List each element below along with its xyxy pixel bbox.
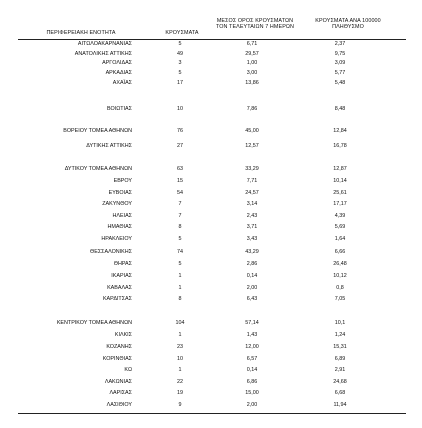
table-row xyxy=(0,223,422,231)
cell-7day-average: 0,14 xyxy=(246,367,258,373)
cell-cases: 17 xyxy=(177,80,183,86)
cell-region: ΚΩ xyxy=(124,367,132,373)
cell-cases-per-100k: 10,1 xyxy=(334,320,346,326)
cell-cases-per-100k: 1,24 xyxy=(334,332,346,338)
cell-cases-per-100k: 16,78 xyxy=(333,143,347,149)
cell-7day-average: 3,71 xyxy=(246,224,258,230)
cell-7day-average: 1,00 xyxy=(246,60,258,66)
cell-region: ΛΑΚΩΝΙΑΣ xyxy=(104,379,132,385)
cell-cases: 3 xyxy=(178,60,182,66)
cell-7day-average: 15,00 xyxy=(245,390,259,396)
cell-cases-per-100k: 5,48 xyxy=(334,80,346,86)
table-row xyxy=(0,40,422,48)
cell-region: ΚΕΝΤΡΙΚΟΥ ΤΟΜΕΑ ΑΘΗΝΩΝ xyxy=(56,320,132,326)
cell-region: ΑΧΑΪΑΣ xyxy=(112,80,132,86)
cell-cases-per-100k: 6,66 xyxy=(334,249,346,255)
table-row xyxy=(0,401,422,409)
cell-cases-per-100k: 1,64 xyxy=(334,236,346,242)
table-row xyxy=(0,319,422,327)
cell-region: ΚΑΒΑΛΑΣ xyxy=(107,285,132,291)
table-row xyxy=(0,284,422,292)
cell-cases: 1 xyxy=(178,367,182,373)
cell-region: ΗΡΑΚΛΕΙΟΥ xyxy=(101,236,132,242)
table-row xyxy=(0,331,422,339)
cell-cases: 10 xyxy=(177,106,183,112)
cell-cases: 1 xyxy=(178,285,182,291)
cell-cases-per-100k: 2,91 xyxy=(334,367,346,373)
cell-cases: 54 xyxy=(177,190,183,196)
cell-cases-per-100k: 9,75 xyxy=(334,51,346,57)
cell-cases-per-100k: 17,17 xyxy=(333,201,347,207)
cell-region: ΛΑΣΙΘΙΟΥ xyxy=(106,402,132,408)
table-row xyxy=(0,59,422,67)
cell-7day-average: 0,14 xyxy=(246,273,258,279)
cell-7day-average: 7,86 xyxy=(246,106,258,112)
cell-cases-per-100k: 2,37 xyxy=(334,41,346,47)
cell-region: ΚΑΡΔΙΤΣΑΣ xyxy=(102,296,132,302)
cell-cases-per-100k: 10,14 xyxy=(333,178,347,184)
cell-region: ΑΡΓΟΛΙΔΑΣ xyxy=(102,60,132,66)
cell-region: ΚΟΡΙΝΘΙΑΣ xyxy=(102,356,132,362)
cell-7day-average: 6,71 xyxy=(246,41,258,47)
cell-7day-average: 33,29 xyxy=(245,166,259,172)
cell-cases-per-100k: 25,61 xyxy=(333,190,347,196)
cell-7day-average: 13,86 xyxy=(245,80,259,86)
cell-cases-per-100k: 4,39 xyxy=(334,213,346,219)
cell-7day-average: 12,00 xyxy=(245,344,259,350)
cell-region: ΑΝΑΤΟΛΙΚΗΣ ΑΤΤΙΚΗΣ xyxy=(74,51,132,57)
cell-cases-per-100k: 3,09 xyxy=(334,60,346,66)
cell-7day-average: 3,00 xyxy=(246,70,258,76)
cell-region: ΑΡΚΑΔΙΑΣ xyxy=(105,70,132,76)
header-cases: ΚΡΟΥΣΜΑΤΑ xyxy=(165,30,199,36)
header-region: ΠΕΡΙΦΕΡΕΙΑΚΗ ΕΝΟΤΗΤΑ xyxy=(46,30,116,36)
cell-cases: 10 xyxy=(177,356,183,362)
table-row xyxy=(0,177,422,185)
table-row xyxy=(0,142,422,150)
cell-region: ΘΗΡΑΣ xyxy=(113,261,132,267)
cell-7day-average: 3,14 xyxy=(246,201,258,207)
cell-region: ΙΚΑΡΙΑΣ xyxy=(111,273,132,279)
cell-cases-per-100k: 0,8 xyxy=(336,285,344,291)
cell-cases: 7 xyxy=(178,213,182,219)
table-row xyxy=(0,212,422,220)
cell-region: ΖΑΚΥΝΘΟΥ xyxy=(102,201,132,207)
cell-cases: 49 xyxy=(177,51,183,57)
table-row xyxy=(0,69,422,77)
cell-cases: 5 xyxy=(178,41,182,47)
cell-cases-per-100k: 8,48 xyxy=(334,106,346,112)
cell-region: ΑΙΤΩΛΟΑΚΑΡΝΑΝΙΑΣ xyxy=(77,41,132,47)
cell-7day-average: 6,43 xyxy=(246,296,258,302)
cell-cases: 22 xyxy=(177,379,183,385)
cell-cases-per-100k: 7,05 xyxy=(334,296,346,302)
cell-cases-per-100k: 26,48 xyxy=(333,261,347,267)
cell-7day-average: 2,00 xyxy=(246,285,258,291)
cell-7day-average: 3,43 xyxy=(246,236,258,242)
table-row xyxy=(0,343,422,351)
cell-7day-average: 7,71 xyxy=(246,178,258,184)
table-row xyxy=(0,189,422,197)
table-row xyxy=(0,79,422,87)
cell-7day-average: 6,57 xyxy=(246,356,258,362)
cell-cases: 8 xyxy=(178,296,182,302)
cell-cases: 1 xyxy=(178,273,182,279)
cell-cases-per-100k: 11,94 xyxy=(333,402,347,408)
cell-cases-per-100k: 15,31 xyxy=(333,344,347,350)
table-row xyxy=(0,165,422,173)
cell-cases: 7 xyxy=(178,201,182,207)
cell-cases-per-100k: 6,68 xyxy=(334,390,346,396)
cell-region: ΚΟΖΑΝΗΣ xyxy=(106,344,132,350)
cell-7day-average: 12,57 xyxy=(245,143,259,149)
table-bottom-divider xyxy=(18,413,406,414)
cell-cases-per-100k: 12,87 xyxy=(333,166,347,172)
cell-region: ΛΑΡΙΣΑΣ xyxy=(109,390,132,396)
cell-cases: 27 xyxy=(177,143,183,149)
cell-region: ΒΟΡΕΙΟΥ ΤΟΜΕΑ ΑΘΗΝΩΝ xyxy=(63,128,132,134)
table-row xyxy=(0,295,422,303)
cell-7day-average: 57,14 xyxy=(245,320,259,326)
cell-7day-average: 2,43 xyxy=(246,213,258,219)
cell-cases: 9 xyxy=(178,402,182,408)
cell-7day-average: 1,43 xyxy=(246,332,258,338)
table-row xyxy=(0,248,422,256)
table-row xyxy=(0,200,422,208)
cell-cases: 1 xyxy=(178,332,182,338)
cell-region: ΚΙΛΚΙΣ xyxy=(114,332,132,338)
cell-cases: 104 xyxy=(175,320,185,326)
header-cases-per-100k: ΚΡΟΥΣΜΑΤΑ ΑΝΑ 100000 ΠΛΗΘΥΣΜΟ xyxy=(315,18,381,31)
cell-7day-average: 2,00 xyxy=(246,402,258,408)
cell-cases: 63 xyxy=(177,166,183,172)
cell-region: ΗΜΑΘΙΑΣ xyxy=(107,224,132,230)
cell-region: ΔΥΤΙΚΟΥ ΤΟΜΕΑ ΑΘΗΝΩΝ xyxy=(64,166,132,172)
cell-cases: 5 xyxy=(178,236,182,242)
table-row xyxy=(0,50,422,58)
table-row xyxy=(0,378,422,386)
table-row xyxy=(0,260,422,268)
cell-region: ΕΥΒΟΙΑΣ xyxy=(108,190,132,196)
cell-7day-average: 24,57 xyxy=(245,190,259,196)
cell-cases-per-100k: 24,68 xyxy=(333,379,347,385)
table-row xyxy=(0,389,422,397)
cell-cases-per-100k: 12,84 xyxy=(333,128,347,134)
cell-7day-average: 29,57 xyxy=(245,51,259,57)
cell-cases: 19 xyxy=(177,390,183,396)
cell-7day-average: 2,86 xyxy=(246,261,258,267)
cell-cases: 5 xyxy=(178,261,182,267)
cell-cases-per-100k: 6,89 xyxy=(334,356,346,362)
cell-cases-per-100k: 10,12 xyxy=(333,273,347,279)
table-row xyxy=(0,272,422,280)
table-row xyxy=(0,366,422,374)
cell-region: ΔΥΤΙΚΗΣ ΑΤΤΙΚΗΣ xyxy=(86,143,132,149)
cell-7day-average: 45,00 xyxy=(245,128,259,134)
table-row xyxy=(0,105,422,113)
cell-region: ΒΟΙΩΤΙΑΣ xyxy=(106,106,132,112)
cell-cases: 5 xyxy=(178,70,182,76)
cell-cases: 23 xyxy=(177,344,183,350)
table-row xyxy=(0,355,422,363)
cell-cases-per-100k: 5,69 xyxy=(334,224,346,230)
cell-cases: 8 xyxy=(178,224,182,230)
table-row xyxy=(0,127,422,135)
cell-cases-per-100k: 5,77 xyxy=(334,70,346,76)
cell-region: ΕΒΡΟΥ xyxy=(113,178,132,184)
cell-cases: 76 xyxy=(177,128,183,134)
header-7day-average: ΜΕΣΟΣ ΟΡΟΣ ΚΡΟΥΣΜΑΤΩΝ ΤΟΝ ΤΕΛΕΥΤΑΙΩΝ 7 ΗΜΕΡΩΝ xyxy=(215,18,295,31)
cell-region: ΘΕΣΣΑΛΟΝΙΚΗΣ xyxy=(90,249,132,255)
cell-7day-average: 43,29 xyxy=(245,249,259,255)
cell-region: ΗΛΕΙΑΣ xyxy=(112,213,132,219)
cell-cases: 74 xyxy=(177,249,183,255)
table-row xyxy=(0,235,422,243)
cell-cases: 15 xyxy=(177,178,183,184)
cell-7day-average: 6,86 xyxy=(246,379,258,385)
